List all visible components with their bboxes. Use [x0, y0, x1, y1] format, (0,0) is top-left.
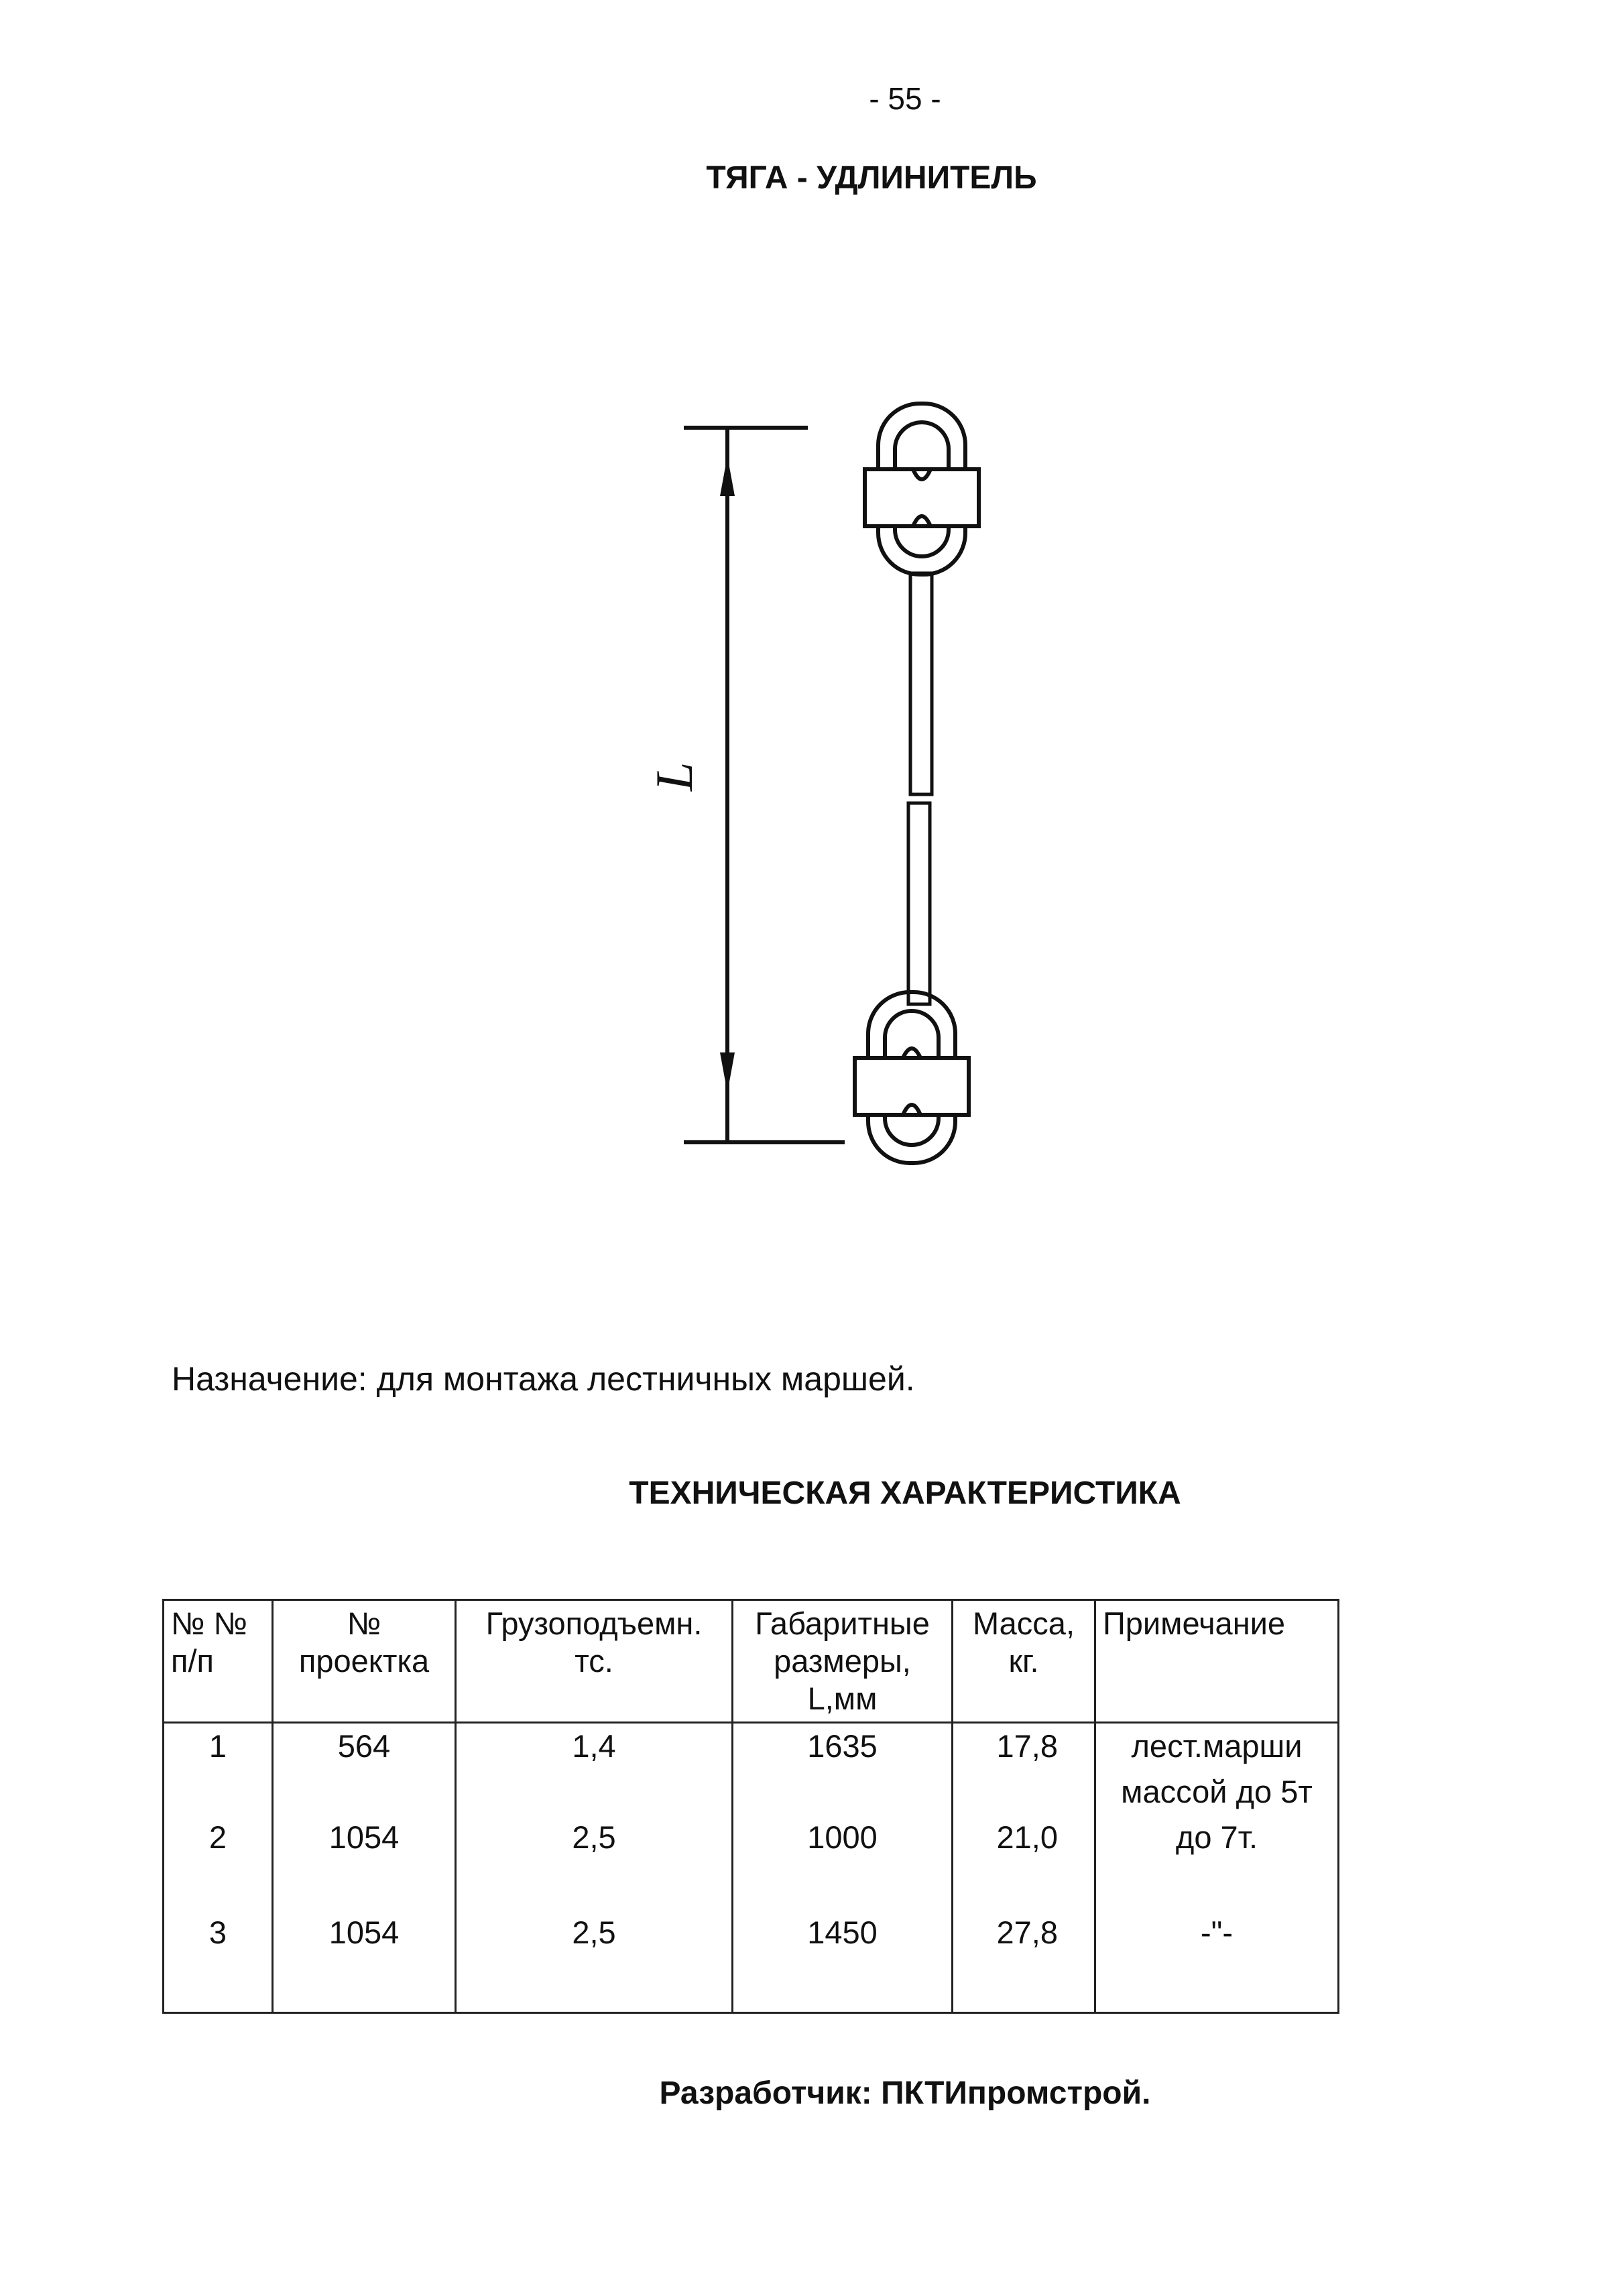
dimension-arrow-bottom: [720, 1052, 735, 1093]
table-row: [164, 1723, 1339, 1770]
page-number: - 55 -: [869, 81, 941, 116]
rod: [908, 573, 932, 1004]
cell-project: 1054: [273, 1910, 456, 2013]
cell-project: 1054: [273, 1815, 456, 1860]
cell-note: -"-: [1095, 1910, 1339, 2013]
cell-num: 3: [164, 1910, 273, 2013]
spec-title: ТЕХНИЧЕСКАЯ ХАРАКТЕРИСТИКА: [629, 1475, 1181, 1511]
top-link: [865, 404, 979, 575]
table-row: [164, 1910, 1339, 2013]
cell-mass: [953, 1769, 1095, 1815]
header-note: Примечание: [1095, 1600, 1339, 1723]
header-project: № проектка: [273, 1600, 456, 1723]
cell-capacity: 2,5: [456, 1910, 733, 2013]
cell-num: 1: [164, 1723, 273, 1770]
cell-mass: 27,8: [953, 1910, 1095, 2013]
cell-note: до 7т.: [1095, 1815, 1339, 1860]
header-capacity: Грузоподъемн. тс.: [456, 1600, 733, 1723]
dimension-arrow-top: [720, 456, 735, 496]
cell-num: 2: [164, 1815, 273, 1860]
cell-project: 564: [273, 1723, 456, 1770]
cell-dims: 1635: [733, 1723, 953, 1770]
dimension-label: L: [645, 762, 703, 791]
tie-rod-drawing: [645, 389, 999, 1193]
cell-dims: [733, 1769, 953, 1815]
cell-capacity: 1,4: [456, 1723, 733, 1770]
cell-project: [273, 1769, 456, 1815]
cell-mass: 21,0: [953, 1815, 1095, 1860]
cell-capacity: 2,5: [456, 1815, 733, 1860]
spec-table: [162, 1599, 1339, 2014]
header-dims: Габаритные размеры, L,мм: [733, 1600, 953, 1723]
cell-num: [164, 1769, 273, 1815]
dimension-line: [684, 428, 845, 1142]
cell-capacity: [456, 1769, 733, 1815]
developer-text: Разработчик: ПКТИпромстрой.: [659, 2075, 1151, 2111]
cell-dims: 1450: [733, 1910, 953, 2013]
header-num: № № п/п: [164, 1600, 273, 1723]
header-mass: Масса, кг.: [953, 1600, 1095, 1723]
purpose-text: Назначение: для монтажа лестничных маршей.: [172, 1360, 915, 1398]
cell-note: массой до 5т: [1095, 1769, 1339, 1815]
table-header-row: [164, 1600, 1339, 1723]
table-row: [164, 1815, 1339, 1860]
cell-mass: 17,8: [953, 1723, 1095, 1770]
cell-note: лест.марши: [1095, 1723, 1339, 1770]
bottom-link: [855, 992, 969, 1163]
page-title: ТЯГА - УДЛИНИТЕЛЬ: [706, 160, 1037, 196]
cell-dims: 1000: [733, 1815, 953, 1860]
table-row-spacer: [164, 1860, 1339, 1910]
table-row: [164, 1769, 1339, 1815]
